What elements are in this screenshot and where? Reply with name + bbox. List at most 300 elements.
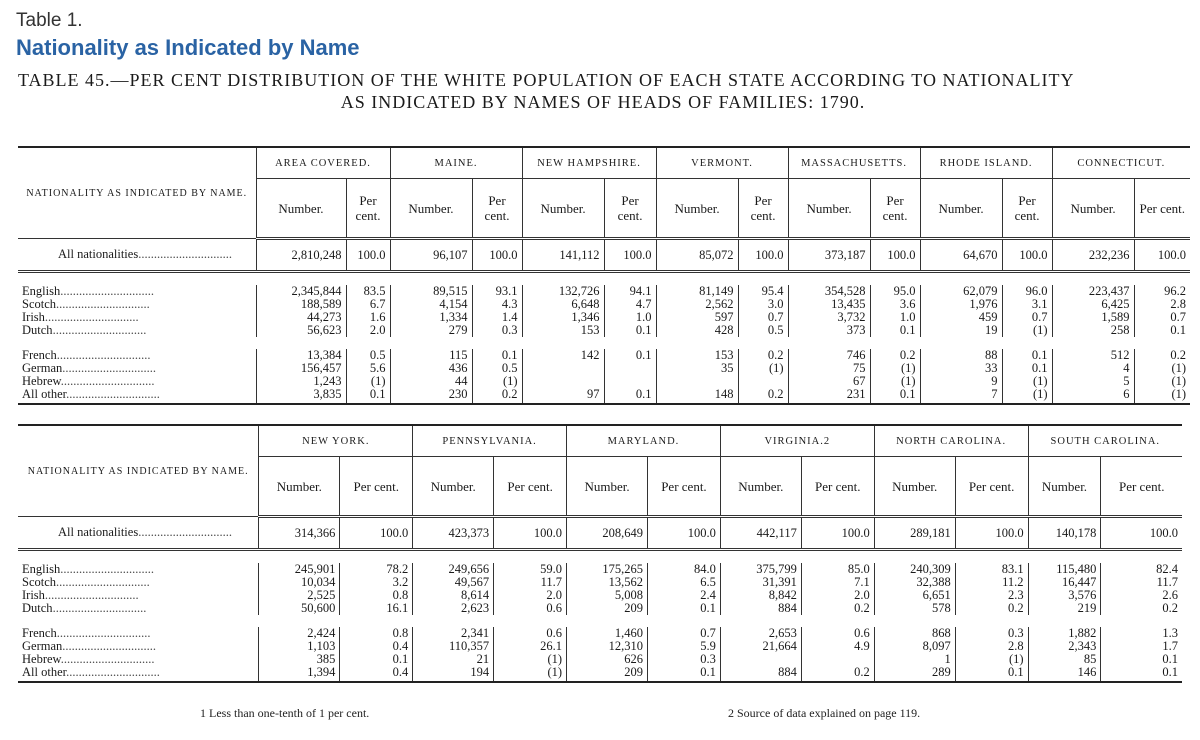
document-header — [16, 10, 360, 62]
caption-line-2: AS INDICATED BY NAMES OF HEADS OF FAMILIES: 1790. — [340, 92, 866, 112]
row-label-text: Scotch — [22, 576, 57, 589]
percent-cell — [801, 653, 874, 666]
row-label — [18, 298, 256, 311]
number-cell: 35 — [656, 362, 738, 375]
percent-cell: 0.2 — [472, 388, 522, 404]
percent-cell: 0.2 — [955, 602, 1028, 615]
table-row-all-other — [18, 666, 1182, 682]
percent-subheader: Per cent. — [604, 179, 656, 239]
percent-cell: 1.0 — [604, 311, 656, 324]
leader-dots: .............................. — [60, 375, 155, 388]
number-cell: 56,623 — [256, 324, 346, 337]
number-cell: 1 — [874, 653, 955, 666]
number-cell: 1,394 — [259, 666, 340, 682]
percent-cell: 95.4 — [738, 285, 788, 298]
number-cell: 314,366 — [259, 517, 340, 550]
percent-cell: 100.0 — [340, 517, 413, 550]
percent-cell: 95.0 — [870, 285, 920, 298]
number-cell: 385 — [259, 653, 340, 666]
percent-cell: 0.1 — [604, 349, 656, 362]
number-cell: 97 — [522, 388, 604, 404]
percent-subheader: Per cent. — [738, 179, 788, 239]
percent-cell: 0.1 — [870, 388, 920, 404]
percent-cell: 0.1 — [1101, 653, 1182, 666]
number-cell: 354,528 — [788, 285, 870, 298]
row-label-text: English — [22, 563, 61, 576]
number-cell: 442,117 — [720, 517, 801, 550]
row-label — [18, 589, 259, 602]
percent-cell: (1) — [738, 362, 788, 375]
percent-cell: 83.1 — [955, 563, 1028, 576]
row-label — [18, 576, 259, 589]
state-header-rhode-island: RHODE ISLAND. — [920, 147, 1052, 179]
percent-subheader: Per cent. — [648, 457, 721, 517]
number-cell: 240,309 — [874, 563, 955, 576]
number-cell: 2,623 — [413, 602, 494, 615]
percent-cell: 2.0 — [346, 324, 390, 337]
number-cell: 89,515 — [390, 285, 472, 298]
number-cell: 146 — [1028, 666, 1101, 682]
percent-cell: 2.4 — [648, 589, 721, 602]
row-label — [18, 602, 259, 615]
number-cell: 459 — [920, 311, 1002, 324]
number-subheader: Number. — [390, 179, 472, 239]
leader-dots: .............................. — [66, 388, 160, 401]
percent-cell: 0.2 — [870, 349, 920, 362]
number-cell: 8,842 — [720, 589, 801, 602]
percent-subheader: Per cent. — [340, 457, 413, 517]
number-cell: 12,310 — [567, 640, 648, 653]
number-cell: 219 — [1028, 602, 1101, 615]
percent-cell: 83.5 — [346, 285, 390, 298]
percent-cell: 6.7 — [346, 298, 390, 311]
row-label — [18, 285, 256, 298]
table-row-scotch — [18, 576, 1182, 589]
table-caption — [18, 70, 1188, 113]
percent-cell: 0.5 — [738, 324, 788, 337]
percent-cell: 100.0 — [1134, 239, 1190, 272]
percent-cell: 0.2 — [801, 666, 874, 682]
number-cell: 436 — [390, 362, 472, 375]
leader-dots: .............................. — [52, 602, 147, 615]
leader-dots: .............................. — [56, 298, 150, 311]
table-row-english — [18, 563, 1182, 576]
number-cell: 3,732 — [788, 311, 870, 324]
table-row-german — [18, 362, 1190, 375]
number-cell: 423,373 — [413, 517, 494, 550]
percent-subheader: Per cent. — [955, 457, 1028, 517]
percent-cell: 59.0 — [494, 563, 567, 576]
number-cell: 3,576 — [1028, 589, 1101, 602]
number-cell: 194 — [413, 666, 494, 682]
number-cell: 2,343 — [1028, 640, 1101, 653]
percent-cell: 1.6 — [346, 311, 390, 324]
percent-cell — [738, 375, 788, 388]
number-cell: 746 — [788, 349, 870, 362]
percent-cell: 11.7 — [494, 576, 567, 589]
percent-cell: 0.6 — [494, 627, 567, 640]
percent-cell: 1.0 — [870, 311, 920, 324]
caption-line-1: TABLE 45.—PER CENT DISTRIBUTION OF THE WHITE POPULATION OF EACH STATE ACCORDING TO NATIONALITY — [18, 70, 1075, 90]
number-cell: 289,181 — [874, 517, 955, 550]
percent-cell: (1) — [1134, 362, 1190, 375]
percent-cell: 11.2 — [955, 576, 1028, 589]
percent-cell: 0.2 — [738, 388, 788, 404]
state-header-new-york: NEW YORK. — [259, 425, 413, 457]
leader-dots: .............................. — [60, 285, 154, 298]
percent-cell: 0.1 — [648, 602, 721, 615]
footnote-2: 2 Source of data explained on page 119. — [728, 706, 921, 720]
percent-cell: 0.1 — [1101, 666, 1182, 682]
state-header-south-carolina: SOUTH CAROLINA. — [1028, 425, 1182, 457]
table-row-scotch — [18, 298, 1190, 311]
row-header-nationality: NATIONALITY AS INDICATED BY NAME. — [18, 425, 259, 517]
number-cell: 2,424 — [259, 627, 340, 640]
number-subheader: Number. — [259, 457, 340, 517]
percent-cell: (1) — [955, 653, 1028, 666]
row-label — [18, 375, 256, 388]
number-cell: 373 — [788, 324, 870, 337]
row-label — [18, 362, 256, 375]
number-cell: 375,799 — [720, 563, 801, 576]
number-cell: 512 — [1052, 349, 1134, 362]
number-cell: 2,345,844 — [256, 285, 346, 298]
state-header-maryland: MARYLAND. — [567, 425, 721, 457]
number-cell: 1,460 — [567, 627, 648, 640]
percent-cell: (1) — [346, 375, 390, 388]
percent-cell: 100.0 — [738, 239, 788, 272]
percent-cell: 0.7 — [1134, 311, 1190, 324]
number-cell: 13,435 — [788, 298, 870, 311]
leader-dots: .............................. — [56, 349, 151, 362]
percent-cell: 0.5 — [472, 362, 522, 375]
row-label — [18, 311, 256, 324]
number-cell: 626 — [567, 653, 648, 666]
row-label-text: English — [22, 285, 61, 298]
percent-cell: 84.0 — [648, 563, 721, 576]
percent-cell: (1) — [472, 375, 522, 388]
table-northern-states — [18, 146, 1190, 405]
table-row-irish — [18, 311, 1190, 324]
number-cell: 2,810,248 — [256, 239, 346, 272]
number-cell: 9 — [920, 375, 1002, 388]
percent-cell: 4.7 — [604, 298, 656, 311]
percent-cell: 85.0 — [801, 563, 874, 576]
percent-cell: (1) — [870, 375, 920, 388]
percent-cell: 0.1 — [340, 653, 413, 666]
number-cell: 142 — [522, 349, 604, 362]
table-title: Nationality as Indicated by Name — [16, 35, 360, 60]
row-label — [18, 627, 259, 640]
percent-cell: (1) — [1002, 388, 1052, 404]
percent-subheader: Per cent. — [1002, 179, 1052, 239]
percent-cell: 1.3 — [1101, 627, 1182, 640]
number-cell: 8,097 — [874, 640, 955, 653]
number-subheader: Number. — [567, 457, 648, 517]
percent-cell: 0.1 — [472, 349, 522, 362]
number-subheader: Number. — [1028, 457, 1101, 517]
row-label-text: Hebrew — [22, 375, 61, 388]
number-cell — [522, 375, 604, 388]
table-row-all-nationalities — [18, 239, 1190, 272]
row-label-text: Scotch — [22, 298, 57, 311]
number-cell: 21 — [413, 653, 494, 666]
leader-dots: .............................. — [52, 324, 147, 337]
row-label — [18, 640, 259, 653]
percent-subheader: Per cent. — [472, 179, 522, 239]
table-row-dutch — [18, 602, 1182, 615]
percent-cell: 16.1 — [340, 602, 413, 615]
number-cell: 1,243 — [256, 375, 346, 388]
percent-cell: 0.1 — [648, 666, 721, 682]
percent-cell: 0.3 — [648, 653, 721, 666]
leader-dots: .............................. — [60, 653, 155, 666]
row-label-text: German — [22, 640, 63, 653]
number-cell: 231 — [788, 388, 870, 404]
table-row-irish — [18, 589, 1182, 602]
percent-cell: 3.2 — [340, 576, 413, 589]
table-row-hebrew — [18, 653, 1182, 666]
number-cell: 6,648 — [522, 298, 604, 311]
footnote-1: 1 Less than one-tenth of 1 per cent. — [200, 706, 370, 720]
number-cell: 175,265 — [567, 563, 648, 576]
percent-subheader: Per cent. — [801, 457, 874, 517]
table-row-all-other — [18, 388, 1190, 404]
row-label-text: French — [22, 349, 57, 362]
percent-cell: 0.3 — [472, 324, 522, 337]
number-cell: 156,457 — [256, 362, 346, 375]
percent-cell: 0.2 — [738, 349, 788, 362]
number-cell: 13,384 — [256, 349, 346, 362]
number-cell: 232,236 — [1052, 239, 1134, 272]
percent-cell: 0.1 — [1134, 324, 1190, 337]
percent-cell: 2.0 — [494, 589, 567, 602]
percent-cell: (1) — [494, 666, 567, 682]
state-header-area-covered: AREA COVERED. — [256, 147, 390, 179]
row-label — [18, 563, 259, 576]
percent-cell: 0.1 — [955, 666, 1028, 682]
row-label-text: All nationalities — [58, 247, 139, 261]
table-row-french — [18, 627, 1182, 640]
percent-cell: 0.3 — [955, 627, 1028, 640]
table-row-hebrew — [18, 375, 1190, 388]
number-cell: 85 — [1028, 653, 1101, 666]
number-cell: 153 — [656, 349, 738, 362]
number-cell: 245,901 — [259, 563, 340, 576]
percent-cell: 0.7 — [1002, 311, 1052, 324]
row-label-text: Dutch — [22, 602, 53, 615]
percent-cell: 7.1 — [801, 576, 874, 589]
number-cell: 64,670 — [920, 239, 1002, 272]
percent-cell: (1) — [870, 362, 920, 375]
number-cell: 32,388 — [874, 576, 955, 589]
percent-cell: (1) — [1002, 324, 1052, 337]
percent-cell: 0.8 — [340, 589, 413, 602]
percent-cell: 0.1 — [1002, 362, 1052, 375]
percent-cell: 0.1 — [346, 388, 390, 404]
number-cell: 5 — [1052, 375, 1134, 388]
percent-cell: 0.7 — [648, 627, 721, 640]
state-header-maine: MAINE. — [390, 147, 522, 179]
percent-cell: 0.2 — [1134, 349, 1190, 362]
leader-dots: .............................. — [62, 640, 157, 653]
number-cell: 223,437 — [1052, 285, 1134, 298]
percent-cell: 0.6 — [494, 602, 567, 615]
percent-subheader: Per cent. — [1101, 457, 1182, 517]
number-cell: 289 — [874, 666, 955, 682]
row-label-text: All other — [22, 388, 67, 401]
number-cell: 208,649 — [567, 517, 648, 550]
table-row-dutch — [18, 324, 1190, 337]
number-cell: 33 — [920, 362, 1002, 375]
number-cell: 115,480 — [1028, 563, 1101, 576]
number-cell: 148 — [656, 388, 738, 404]
percent-cell: 1.7 — [1101, 640, 1182, 653]
number-cell: 31,391 — [720, 576, 801, 589]
percent-cell: 96.2 — [1134, 285, 1190, 298]
number-cell: 4 — [1052, 362, 1134, 375]
percent-cell: 0.6 — [801, 627, 874, 640]
number-cell: 7 — [920, 388, 1002, 404]
number-cell: 578 — [874, 602, 955, 615]
percent-cell: 0.2 — [801, 602, 874, 615]
percent-cell — [604, 362, 656, 375]
number-cell: 373,187 — [788, 239, 870, 272]
table-label: Table 1. — [16, 10, 83, 31]
row-label-text: Irish — [22, 311, 45, 324]
percent-cell: 100.0 — [604, 239, 656, 272]
row-label — [18, 388, 256, 404]
percent-cell: 100.0 — [494, 517, 567, 550]
number-cell: 2,525 — [259, 589, 340, 602]
number-subheader: Number. — [788, 179, 870, 239]
row-label-text: Dutch — [22, 324, 53, 337]
percent-cell: 0.4 — [340, 666, 413, 682]
percent-cell: 100.0 — [346, 239, 390, 272]
number-cell: 279 — [390, 324, 472, 337]
number-cell: 258 — [1052, 324, 1134, 337]
number-cell — [522, 362, 604, 375]
number-cell: 21,664 — [720, 640, 801, 653]
percent-subheader: Per cent. — [346, 179, 390, 239]
number-cell: 4,154 — [390, 298, 472, 311]
percent-cell: 26.1 — [494, 640, 567, 653]
number-cell: 50,600 — [259, 602, 340, 615]
number-cell: 2,562 — [656, 298, 738, 311]
state-header-vermont: VERMONT. — [656, 147, 788, 179]
row-label-text: German — [22, 362, 63, 375]
number-cell: 62,079 — [920, 285, 1002, 298]
number-subheader: Number. — [522, 179, 604, 239]
leader-dots: .............................. — [44, 311, 139, 324]
number-cell: 428 — [656, 324, 738, 337]
percent-cell: 2.6 — [1101, 589, 1182, 602]
number-subheader: Number. — [920, 179, 1002, 239]
percent-cell: 100.0 — [1101, 517, 1182, 550]
number-cell: 1,976 — [920, 298, 1002, 311]
number-subheader: Number. — [874, 457, 955, 517]
percent-cell: 3.0 — [738, 298, 788, 311]
number-cell: 75 — [788, 362, 870, 375]
number-cell: 110,357 — [413, 640, 494, 653]
table-row-german — [18, 640, 1182, 653]
percent-cell: 100.0 — [648, 517, 721, 550]
percent-cell: 1.4 — [472, 311, 522, 324]
percent-cell: 5.6 — [346, 362, 390, 375]
percent-cell: (1) — [1134, 388, 1190, 404]
leader-dots: .............................. — [56, 576, 150, 589]
percent-cell: 0.1 — [1002, 349, 1052, 362]
number-cell: 6,651 — [874, 589, 955, 602]
number-cell: 132,726 — [522, 285, 604, 298]
number-cell: 13,562 — [567, 576, 648, 589]
number-cell: 44,273 — [256, 311, 346, 324]
number-cell: 19 — [920, 324, 1002, 337]
number-cell: 67 — [788, 375, 870, 388]
percent-cell: 0.5 — [346, 349, 390, 362]
leader-dots: .............................. — [56, 627, 151, 640]
number-cell: 249,656 — [413, 563, 494, 576]
leader-dots: .............................. — [138, 247, 232, 261]
percent-cell: (1) — [494, 653, 567, 666]
row-label — [18, 666, 259, 682]
percent-cell: 0.1 — [870, 324, 920, 337]
percent-subheader: Per cent. — [1134, 179, 1190, 239]
percent-subheader: Per cent. — [494, 457, 567, 517]
percent-cell: 3.6 — [870, 298, 920, 311]
percent-cell: 93.1 — [472, 285, 522, 298]
row-header-nationality: NATIONALITY AS INDICATED BY NAME. — [18, 147, 256, 239]
number-subheader: Number. — [656, 179, 738, 239]
number-cell: 81,149 — [656, 285, 738, 298]
number-subheader: Number. — [720, 457, 801, 517]
state-header-connecticut: CONNECTICUT. — [1052, 147, 1190, 179]
percent-cell: 100.0 — [955, 517, 1028, 550]
number-cell: 188,589 — [256, 298, 346, 311]
percent-cell: 100.0 — [870, 239, 920, 272]
number-cell — [656, 375, 738, 388]
leader-dots: .............................. — [66, 666, 160, 679]
percent-cell: 2.8 — [955, 640, 1028, 653]
number-cell: 1,882 — [1028, 627, 1101, 640]
percent-cell: 100.0 — [1002, 239, 1052, 272]
number-cell: 1,346 — [522, 311, 604, 324]
number-cell: 230 — [390, 388, 472, 404]
percent-cell: 0.1 — [604, 388, 656, 404]
number-cell: 85,072 — [656, 239, 738, 272]
number-cell: 5,008 — [567, 589, 648, 602]
number-cell: 140,178 — [1028, 517, 1101, 550]
number-subheader: Number. — [413, 457, 494, 517]
row-label-text: French — [22, 627, 57, 640]
number-cell: 2,341 — [413, 627, 494, 640]
number-cell: 44 — [390, 375, 472, 388]
number-cell: 6,425 — [1052, 298, 1134, 311]
percent-cell: 6.5 — [648, 576, 721, 589]
number-cell: 49,567 — [413, 576, 494, 589]
percent-cell: (1) — [1134, 375, 1190, 388]
percent-cell: 0.1 — [604, 324, 656, 337]
number-cell: 1,334 — [390, 311, 472, 324]
number-cell: 868 — [874, 627, 955, 640]
percent-cell: 100.0 — [472, 239, 522, 272]
number-cell: 884 — [720, 602, 801, 615]
leader-dots: .............................. — [44, 589, 139, 602]
number-cell: 884 — [720, 666, 801, 682]
number-cell — [720, 653, 801, 666]
percent-cell: 2.3 — [955, 589, 1028, 602]
number-cell: 115 — [390, 349, 472, 362]
